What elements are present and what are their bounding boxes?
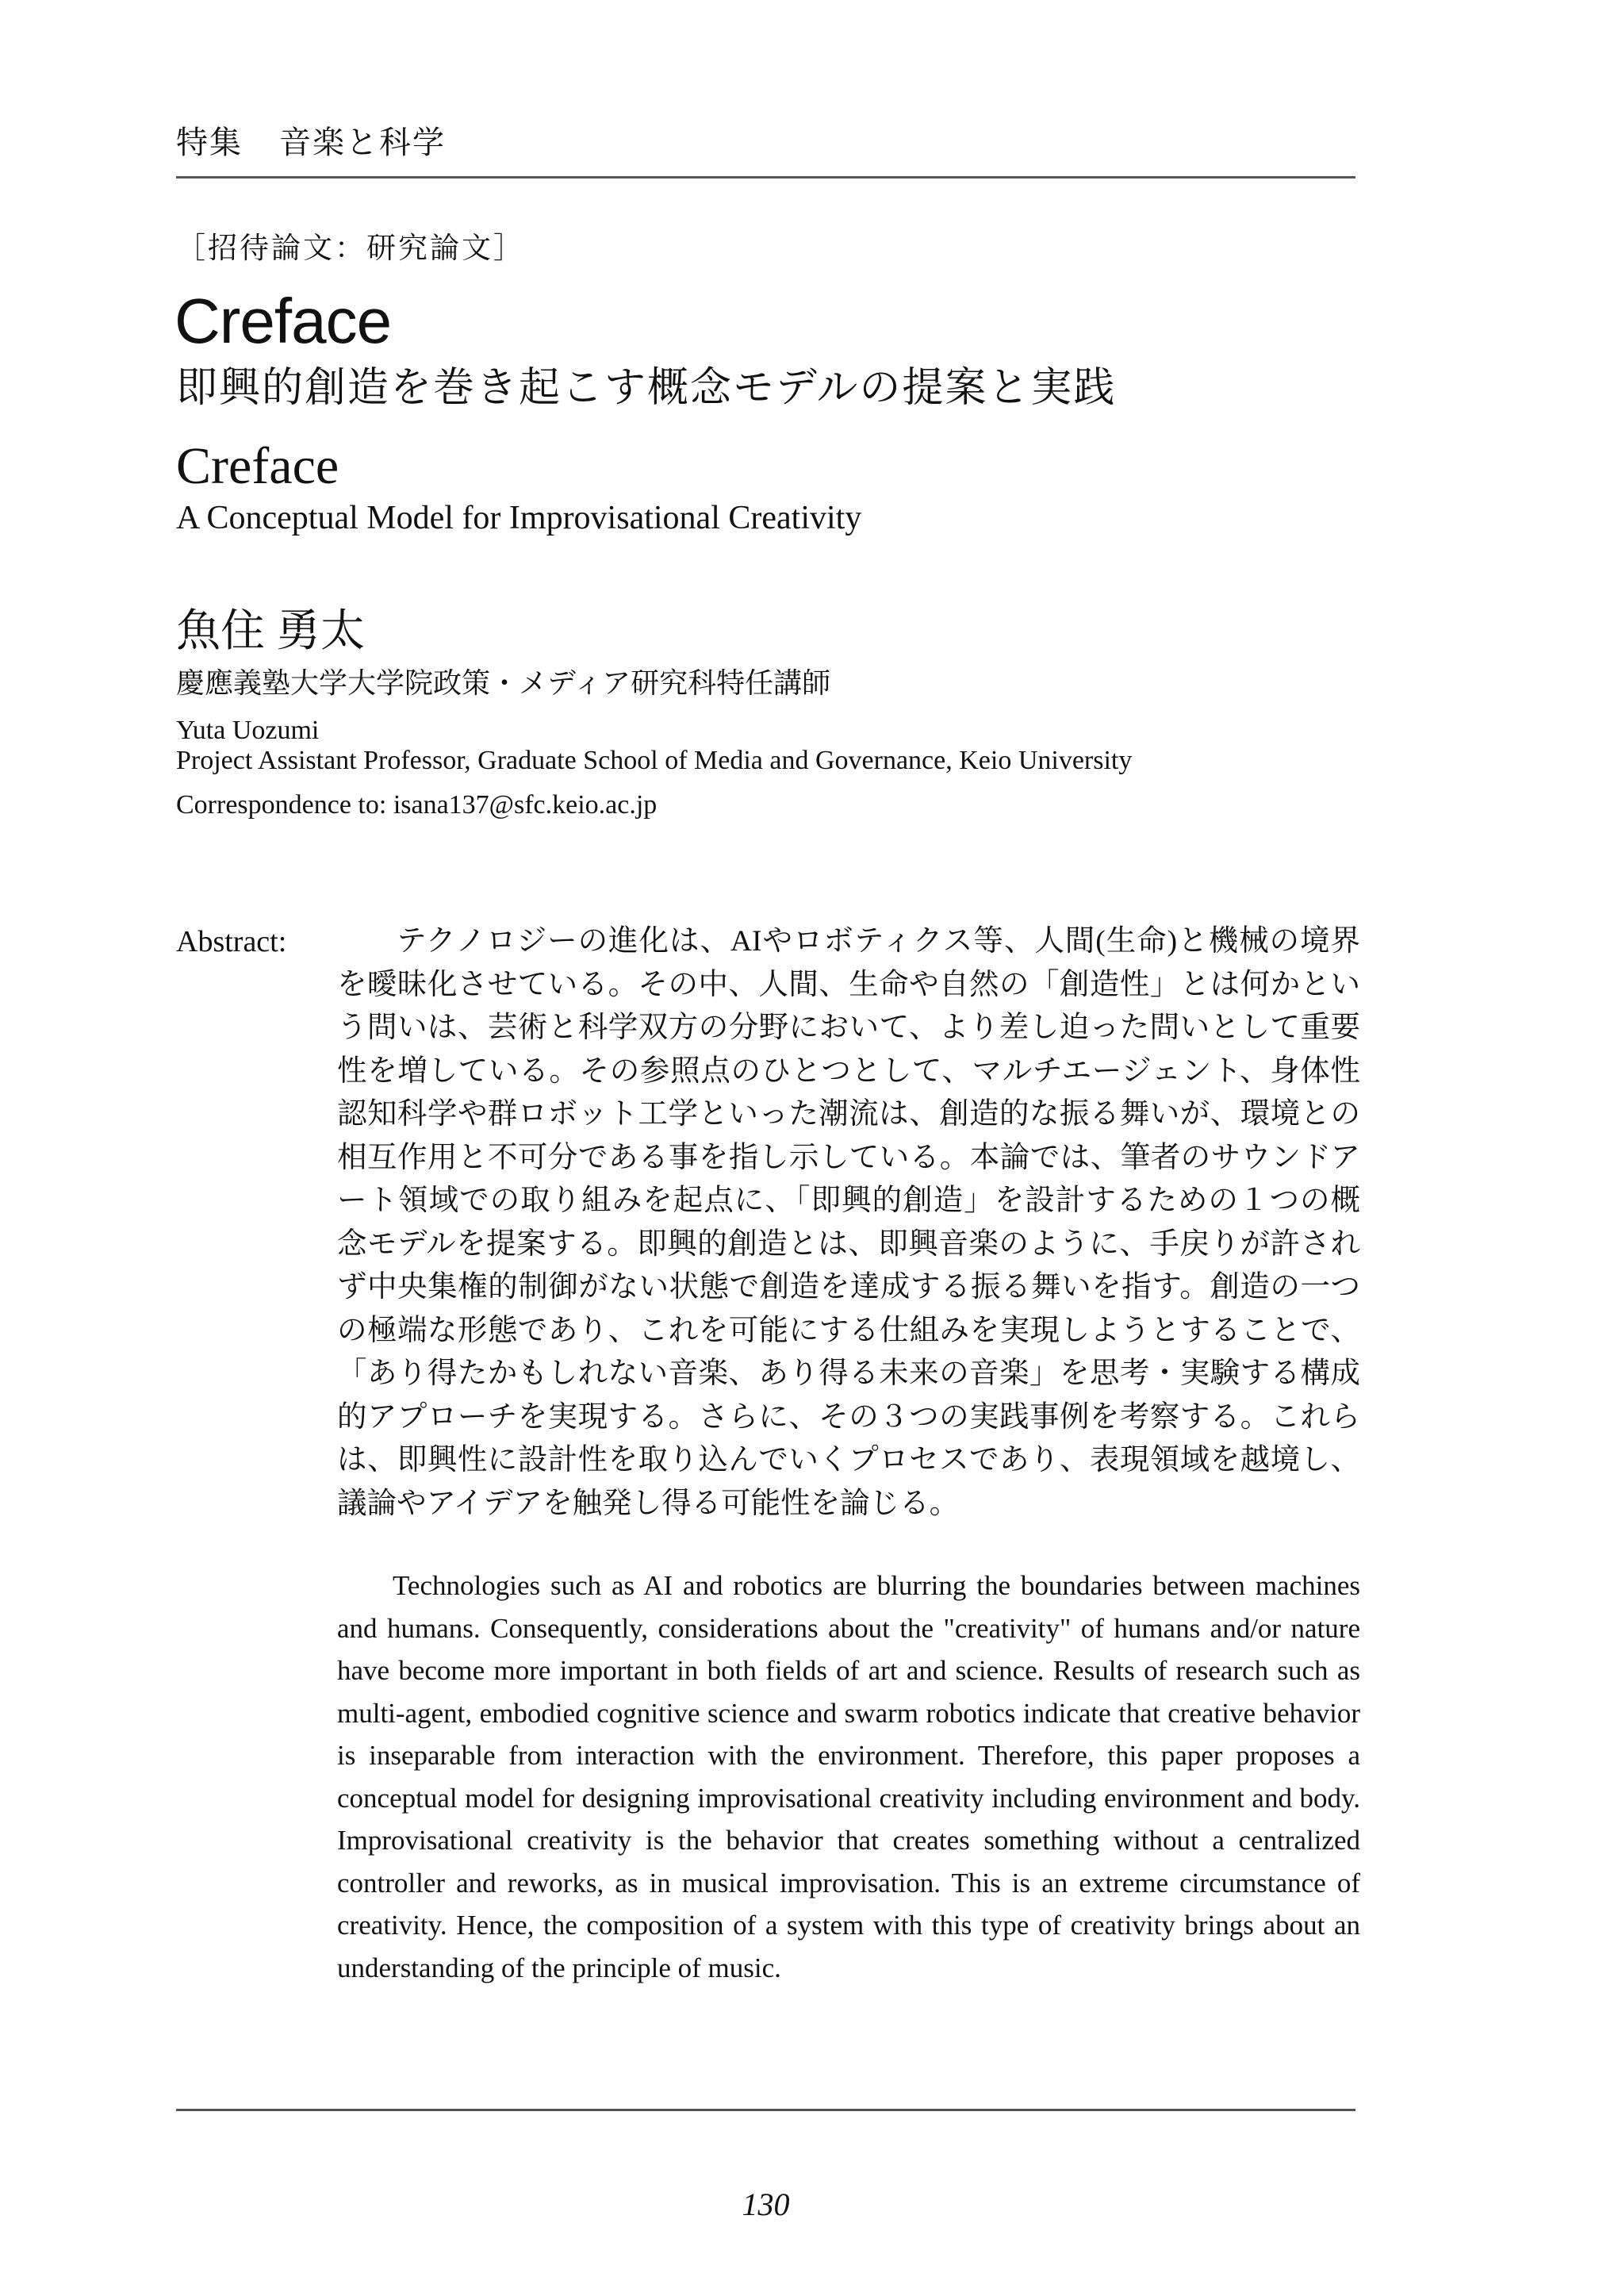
title-english-subtitle: A Conceptual Model for Improvisational Creativity xyxy=(176,500,862,536)
author-email[interactable]: isana137@sfc.keio.ac.jp xyxy=(393,790,658,820)
page-number: 130 xyxy=(742,2187,790,2222)
author-name-japanese: 魚住 勇太 xyxy=(176,607,365,656)
footer-rule xyxy=(176,2109,1355,2111)
author-affiliation-english: Project Assistant Professor, Graduate School of Media and Governance, Keio University xyxy=(176,746,1133,775)
abstract-japanese: テクノロジーの進化は、AIやロボティクス等、人間(生命)と機械の境界を曖昧化させている。その中、人間、生命や自然の「創造性」とは何かという問いは、芸術と科学双方の分野において、より差し迫った問いとして重要性を増している。その参照点のひとつとして、マルチエージェント、身体性認知科学や群ロボット工学といった潮流は、創造的な振る舞いが、環境との相互作用と不可分である事を指し示している。本論では、筆者のサウンドアート領域での取り組みを起点に、「即興的創造」を設計するための１つの概念モデルを提案する。即興的創造とは、即興音楽のように、手戻りが許されず中央集権的制御がない状態で創造を達成する振る舞いを指す。創造の一つの極端な形態であり、これを可能にする仕組みを実現しようとすることで、「あり得たかもしれない音楽、あり得る未来の音楽」を思考・実験する構成的アプローチを実現する。さらに、その３つの実践事例を考察する。これらは、即興性に設計性を取り込んでいくプロセスであり、表現領域を越境し、議論やアイデアを触発し得る可能性を論じる。 xyxy=(337,925,1360,1520)
abstract-label: Abstract: xyxy=(176,925,287,958)
correspondence-label: Correspondence to: xyxy=(176,790,393,820)
header-rule xyxy=(176,176,1355,179)
author-affiliation-japanese: 慶應義塾大学大学院政策・メディア研究科特任講師 xyxy=(176,667,831,699)
running-head-label: 特集 xyxy=(176,125,243,160)
title-japanese-subtitle: 即興的創造を巻き起こす概念モデルの提案と実践 xyxy=(176,365,1117,411)
title-main: Creface xyxy=(174,286,392,356)
author-name-english: Yuta Uozumi xyxy=(176,716,320,745)
running-head xyxy=(176,117,446,163)
correspondence xyxy=(176,792,657,819)
running-head-topic: 音楽と科学 xyxy=(279,125,446,160)
abstract-english: Technologies such as AI and robotics are blurring the boundaries between machines and humans. Consequently, considerations about the "creativity" of humans and/or nature have become more important in both fields of art and science. Results of research such as multi-agent, embodied cognitive science and swarm robotics indicate that creative behavior is inseparable from interaction with the environment. Therefore, this paper proposes a conceptual model for designing improvisational creativity including environment and body. Improvisational creativity is the behavior that creates something without a centralized controller and reworks, as in musical improvisation. This is an extreme circumstance of creativity. Hence, the composition of a system with this type of creativity brings about an understanding of the principle of music. xyxy=(337,1570,1360,1983)
paper-type-label: ［招待論文：研究論文］ xyxy=(176,232,525,265)
title-english: Creface xyxy=(176,437,339,495)
